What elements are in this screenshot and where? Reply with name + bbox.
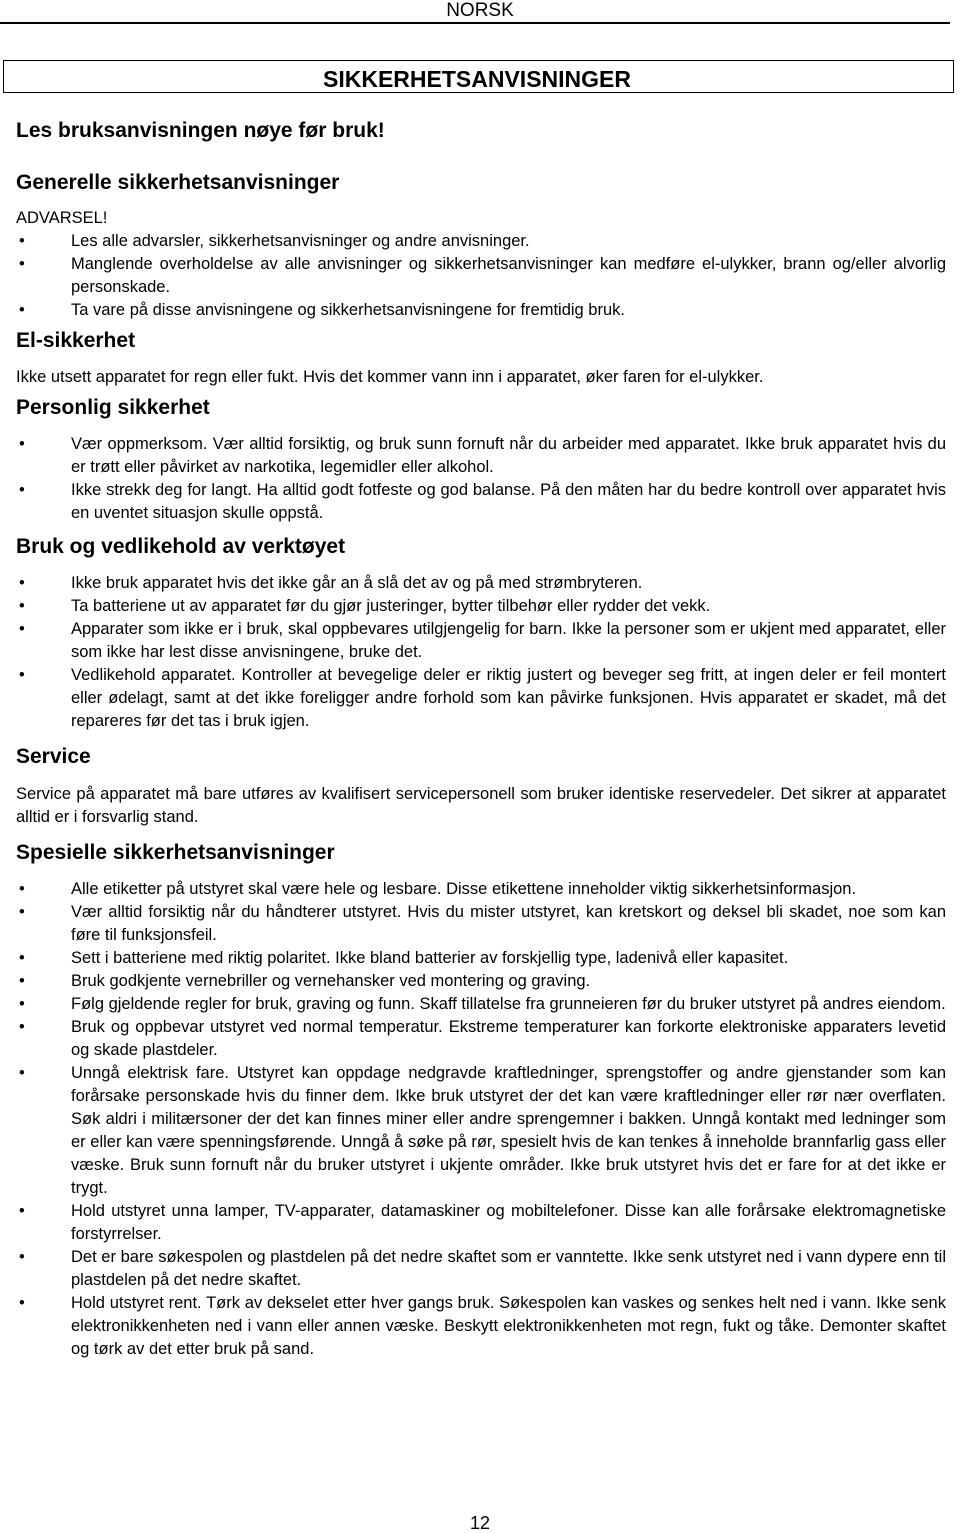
page-title: SIKKERHETSANVISNINGER <box>323 66 631 92</box>
bullet-icon: • <box>19 1064 25 1082</box>
electrical-heading: El-sikkerhet <box>16 329 136 352</box>
list-item: • Ta vare på disse anvisningene og sikkerhetsanvisningene for fremtidig bruk. <box>16 299 946 322</box>
bullet-icon: • <box>19 1248 25 1266</box>
header-rule <box>0 22 950 24</box>
service-heading: Service <box>16 745 91 768</box>
bullet-icon: • <box>19 301 25 319</box>
electrical-text: Ikke utsett apparatet for regn eller fukt. Hvis det kommer vann inn i apparatet, øker faren for el-ulykker. <box>16 368 764 386</box>
list-item: • Det er bare søkespolen og plastdelen på det nedre skaftet som er vanntette. Ikke senk utstyret ned i vann dypere enn til plastdelen på det nedre skaftet. <box>19 1248 946 1289</box>
intro-heading: Les bruksanvisningen nøye før bruk! <box>16 119 385 142</box>
list-item: • Ta batteriene ut av apparatet før du gjør justeringer, bytter tilbehør eller rydder det vekk. <box>16 595 946 618</box>
list-item: • Vær oppmerksom. Vær alltid forsiktig, og bruk sunn fornuft når du arbeider med apparatet. Ikke bruk apparatet hvis du er trøtt eller påvirket av narkotika, legemidler eller alkohol. <box>19 435 946 476</box>
general-list <box>16 230 946 322</box>
bullet-icon: • <box>19 666 25 684</box>
document-body <box>16 117 946 1361</box>
bullet-icon: • <box>19 574 25 592</box>
list-item: • Alle etiketter på utstyret skal være hele og lesbare. Disse etikettene inneholder viktig sikkerhetsinformasjon. <box>16 878 946 901</box>
bullet-icon: • <box>19 1294 25 1312</box>
bullet-icon: • <box>19 597 25 615</box>
list-item: • Manglende overholdelse av alle anvisninger og sikkerhetsanvisninger kan medføre el-ulykker, brann og/eller alvorlig personskade. <box>19 255 946 296</box>
list-item: • Ikke strekk deg for langt. Ha alltid godt fotfeste og god balanse. På den måten har du bedre kontroll over apparatet hvis en uventet situasjon skulle oppstå. <box>19 481 946 522</box>
bullet-icon: • <box>19 880 25 898</box>
bullet-icon: • <box>19 481 25 499</box>
tool-use-heading: Bruk og vedlikehold av verktøyet <box>16 535 346 558</box>
page-number: 12 <box>469 1513 491 1533</box>
bullet-icon: • <box>19 972 25 990</box>
list-item: • Vær alltid forsiktig når du håndterer utstyret. Hvis du mister utstyret, kan kretskort og deksel bli skadet, noe som kan føre til funksjonsfeil. <box>19 903 946 944</box>
general-heading: Generelle sikkerhetsanvisninger <box>16 171 340 194</box>
list-item: • Unngå elektrisk fare. Utstyret kan oppdage nedgravde kraftledninger, sprengstoffer og andre gjenstander som kan forårsake personskade hvis du finner dem. Ikke bruk utstyret der det kan være kraftledninger eller rør nær overflaten. Søk aldri i militærsoner der det kan finnes miner eller andre sprengemner i bakken. Unngå kontakt med ledninger som er eller kan være spenningsførende. Unngå å søke på rør, spesielt hvis de kan tenkes å inneholde brannfarlig gass eller væske. Bruk sunn fornuft når du bruker utstyret i ukjente områder. Ikke bruk utstyret hvis det er fare for at det ikke er trygt. <box>19 1064 946 1197</box>
personal-list <box>16 433 946 525</box>
personal-heading: Personlig sikkerhet <box>16 396 210 419</box>
bullet-icon: • <box>19 435 25 453</box>
special-heading: Spesielle sikkerhetsanvisninger <box>16 841 335 864</box>
list-item: • Vedlikehold apparatet. Kontroller at bevegelige deler er riktig justert og beveger seg fritt, at ingen deler er feil montert eller ødelagt, samt at det ikke foreligger andre forhold som kan påvirke funksjonen. Hvis apparatet er skadet, må det repareres før det tas i bruk igjen. <box>19 666 946 730</box>
bullet-icon: • <box>19 255 25 273</box>
list-item: • Hold utstyret rent. Tørk av dekselet etter hver gangs bruk. Søkespolen kan vaskes og senkes helt ned i vann. Ikke senk elektronikkenheten ned i vann eller annen væske. Beskytt elektronikkenheten mot regn, fukt og tåke. Demonter skaftet og tørk av det etter bruk på sand. <box>19 1294 946 1358</box>
list-item: • Bruk og oppbevar utstyret ved normal temperatur. Ekstreme temperaturer kan forkorte elektroniske apparaters levetid og skade plastdeler. <box>19 1018 946 1059</box>
bullet-icon: • <box>19 903 25 921</box>
list-item: • Hold utstyret unna lamper, TV-apparater, datamaskiner og mobiltelefoner. Disse kan alle forårsake elektromagnetiske forstyrrelser. <box>19 1202 946 1243</box>
list-item: • Bruk godkjente vernebriller og vernehansker ved montering og graving. <box>16 970 946 993</box>
list-item: • Apparater som ikke er i bruk, skal oppbevares utilgjengelig for barn. Ikke la personer som er ukjent med apparatet, eller som ikke har lest disse anvisningene, bruke det. <box>19 620 946 661</box>
list-item: • Les alle advarsler, sikkerhetsanvisninger og andre anvisninger. <box>16 230 946 253</box>
list-item: • Følg gjeldende regler for bruk, graving og funn. Skaff tillatelse fra grunneieren før du bruker utstyret på andres eiendom. <box>16 993 946 1016</box>
list-item: • Ikke bruk apparatet hvis det ikke går an å slå det av og på med strømbryteren. <box>16 572 946 595</box>
warning-label: ADVARSEL! <box>16 209 108 227</box>
bullet-icon: • <box>19 620 25 638</box>
service-text: Service på apparatet må bare utføres av kvalifisert servicepersonell som bruker identiske reservedeler. Det sikrer at apparatet alltid er i forsvarlig stand. <box>16 785 946 826</box>
language-label: NORSK <box>446 0 514 21</box>
bullet-icon: • <box>19 1018 25 1036</box>
bullet-icon: • <box>19 995 25 1013</box>
bullet-icon: • <box>19 1202 25 1220</box>
tool-use-list <box>16 572 946 733</box>
bullet-icon: • <box>19 232 25 250</box>
list-item: • Sett i batteriene med riktig polaritet. Ikke bland batterier av forskjellig type, ladenivå eller kapasitet. <box>16 947 946 970</box>
special-list <box>16 878 946 1361</box>
bullet-icon: • <box>19 949 25 967</box>
